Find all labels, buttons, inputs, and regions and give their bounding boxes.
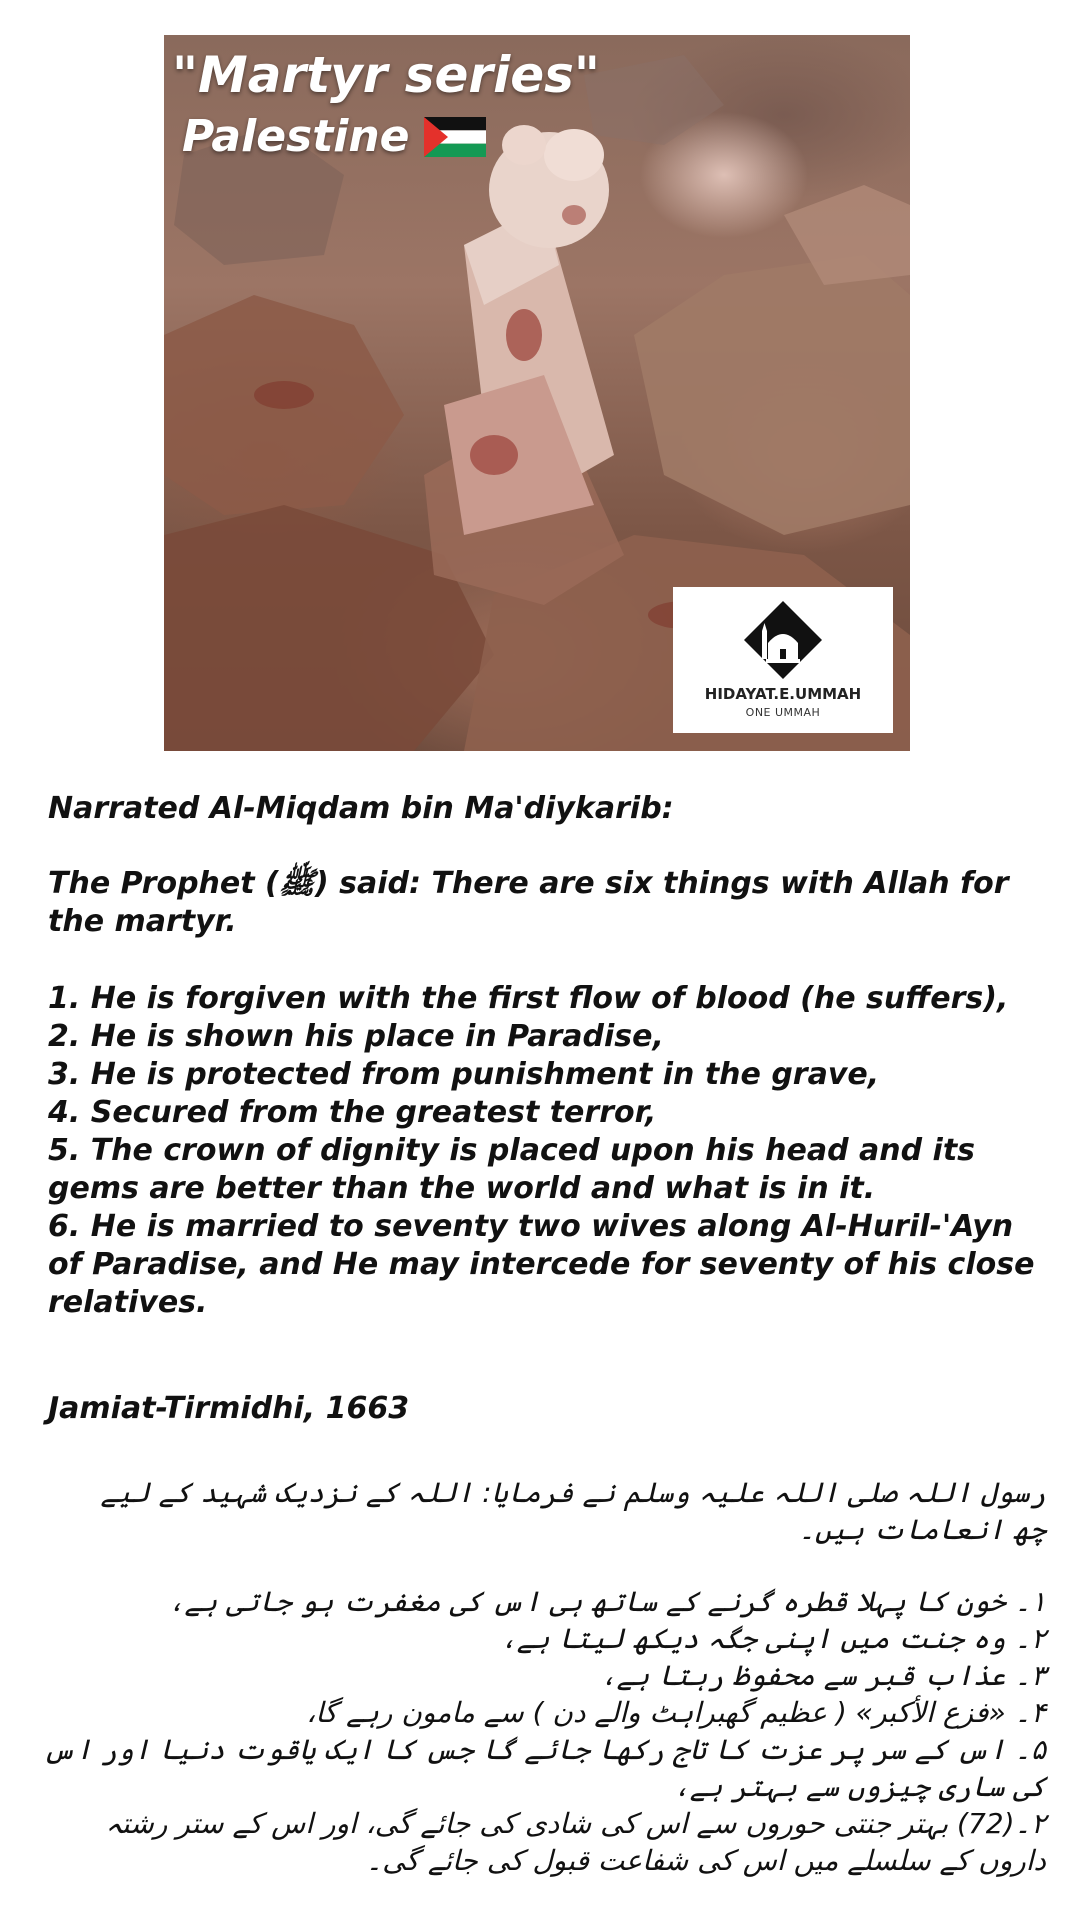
list-item: 5. The crown of dignity is placed upon his head and its gems are better than the world and what is in it.: [48, 1133, 976, 1206]
list-item: ۲۔ وہ جنت میں اپنی جگہ دیکھ لیتا ہے،: [500, 1622, 1046, 1655]
hadith-narrator: Narrated Al-Miqdam bin Ma'diykarib:: [48, 791, 674, 826]
list-item: ۱۔ خون کا پہلا قطرہ گرنے کے ساتھ ہی اس کی مغفرت ہو جاتی ہے،: [168, 1585, 1046, 1618]
list-item: ۵۔ اس کے سر پر عزت کا تاج رکھا جائے گا جس کا ایک یاقوت دنیا اور اس کی ساری چیزوں سے بہتر ہے،: [42, 1733, 1046, 1803]
brand-tagline: ONE UMMAH: [745, 706, 821, 719]
brand-logo: [673, 587, 893, 733]
list-item: 4. Secured from the greatest terror,: [48, 1095, 657, 1130]
martyr-series-image: [164, 35, 910, 751]
urdu-rewards-list: [36, 1583, 1046, 1879]
list-item: ۳۔ عذاب قبر سے محفوظ رہتا ہے،: [600, 1659, 1046, 1692]
urdu-intro: رسول اللہ صلی اللہ علیہ وسلم نے فرمایا: اللہ کے نزدیک شہید کے لیے چھ انعامات ہیں۔: [100, 1476, 1046, 1546]
list-item: ۴۔ «فزع الأكبر» ( عظیم گھبراہٹ والے دن ) سے مامون رہے گا،: [306, 1696, 1046, 1729]
mosque-diamond-icon: [742, 599, 824, 681]
brand-name: HIDAYAT.E.UMMAH: [704, 685, 862, 703]
hadith-rewards-list: [48, 980, 1048, 1322]
list-item: 2. He is shown his place in Paradise,: [48, 1019, 664, 1054]
palestine-flag-icon: [424, 117, 486, 157]
hadith-intro: The Prophet (ﷺ) said: There are six things with Allah for the martyr.: [48, 866, 1009, 939]
image-title: "Martyr series": [172, 46, 600, 104]
list-item: 1. He is forgiven with the first flow of blood (he suffers),: [48, 981, 1009, 1016]
hadith-reference: Jamiat-Tirmidhi, 1663: [48, 1391, 410, 1426]
image-subtitle: [182, 109, 486, 165]
list-item: 6. He is married to seventy two wives along Al-Huril-'Ayn of Paradise, and He may intercede for seventy of his close relatives.: [48, 1209, 1035, 1320]
list-item: 3. He is protected from punishment in the grave,: [48, 1057, 880, 1092]
image-subtitle-text: Palestine: [182, 111, 410, 162]
list-item: ۲۔(72) بہتر جنتی حوروں سے اس کی شادی کی جائے گی، اور اس کے ستر رشتہ داروں کے سلسلے میں اس کی شفاعت قبول کی جائے گی۔: [105, 1807, 1046, 1877]
